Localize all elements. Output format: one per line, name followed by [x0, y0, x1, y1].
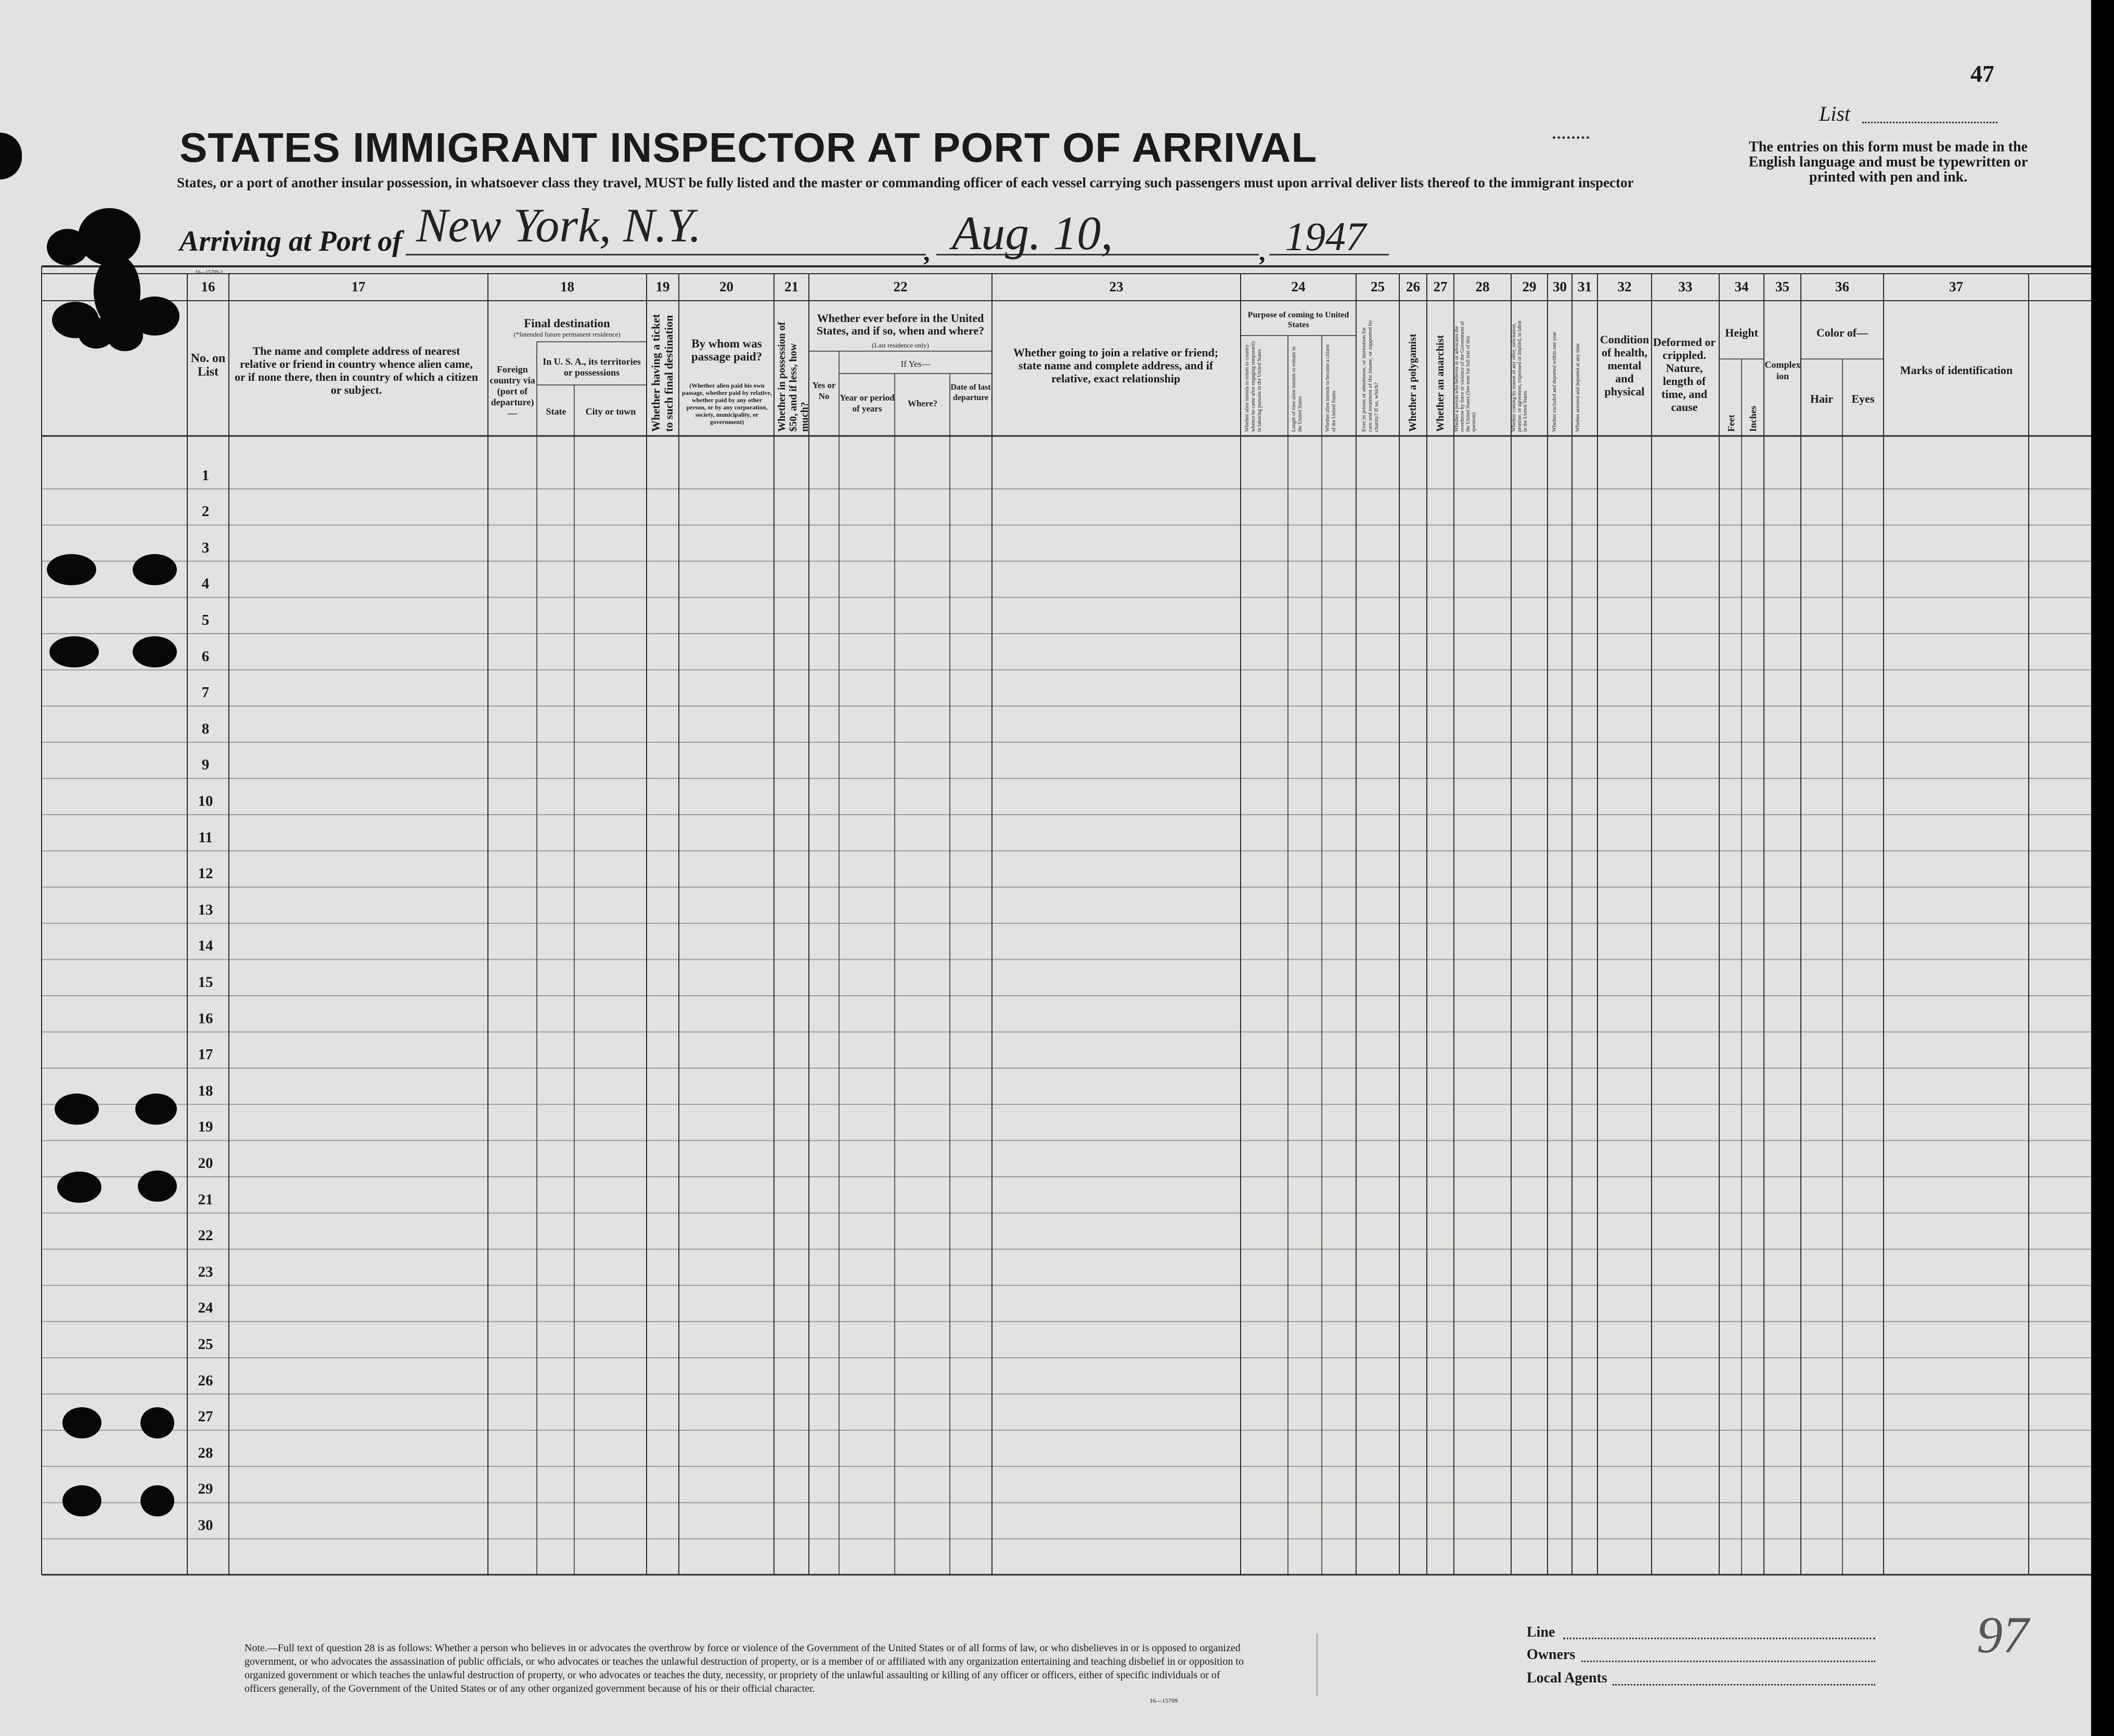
owners-label: Owners: [1527, 1647, 1576, 1663]
agents-field[interactable]: [1613, 1684, 1875, 1686]
col24-b: Length of time alien intends to remain in the United States: [1291, 346, 1303, 432]
arriving-label: Arriving at Port of: [179, 225, 402, 258]
col23-header: Whether going to join a relative or friend; state name and complete address, and if relative, exact relationship: [1013, 346, 1219, 385]
column-number: 17: [351, 279, 366, 294]
row-number: 14: [198, 937, 213, 955]
form-title: STATES IMMIGRANT INSPECTOR AT PORT OF ARRIVAL: [179, 124, 1318, 171]
column-number: 28: [1475, 279, 1490, 294]
col22-ifyes: If Yes—: [900, 359, 931, 369]
col28-header: Whether a person who believes in or advocates the overthrow by force or violence of the Government of the United States (See note for full text of this question): [1454, 321, 1477, 432]
row-number: 21: [198, 1191, 213, 1208]
col22-years: Year or period of years: [840, 393, 895, 414]
date-handwritten: Aug. 10,: [952, 207, 1113, 260]
row-number: 8: [201, 720, 210, 737]
col19-header: Whether having a ticket to such final destination: [649, 314, 675, 432]
col18-foreign: Foreign country via (port of departure)—: [489, 364, 535, 418]
agents-label: Local Agents: [1527, 1670, 1607, 1686]
column-number: 34: [1734, 279, 1749, 294]
col18-note: (*Intended future permanent residence): [513, 330, 621, 338]
form-subtitle: States, or a port of another insular possession, in whatsoever class they travel, MUST be fully listed and the master or commanding officer of each vessel carrying such passengers must upon arrival deliver lists thereof to the immigrant inspector: [177, 175, 1634, 190]
col24-title: Purpose of coming to United States: [1247, 311, 1349, 329]
row-number: 1: [201, 467, 210, 484]
column-number: 29: [1522, 279, 1537, 294]
col20-note: (Whether alien paid his own passage, whether paid by relative, whether paid by any other person, or by any corporation, society, municipality, or government): [682, 382, 772, 426]
row-number: 26: [198, 1372, 213, 1389]
punch-hole: [140, 1485, 174, 1516]
column-number: 23: [1109, 279, 1124, 294]
col34-inches: Inches: [1748, 405, 1758, 432]
row-number: 13: [198, 901, 213, 918]
col34-title: Height: [1725, 326, 1758, 339]
row-number: 28: [198, 1444, 213, 1461]
col22-where: Where?: [907, 398, 938, 408]
year-handwritten: 1947: [1285, 214, 1366, 259]
row-number: 5: [201, 612, 210, 628]
column-number: 24: [1291, 279, 1306, 294]
col22-title: Whether ever before in the United States, and if so, when and where?: [816, 312, 985, 337]
punch-hole: [49, 636, 99, 667]
row-number: 25: [198, 1336, 213, 1353]
row-number: 22: [198, 1227, 213, 1244]
row-number: 24: [198, 1300, 213, 1317]
column-number: 25: [1371, 279, 1385, 294]
comma: ,: [1259, 237, 1266, 266]
column-number: 35: [1775, 279, 1789, 294]
col16-header: No. on List: [190, 352, 226, 379]
list-label: List: [1819, 102, 1851, 125]
col25-header: Ever in prison or almshouse, or institution for care and treatment of the insane, or supported by charity? If so, which?: [1361, 320, 1380, 432]
punch-hole: [62, 1485, 101, 1516]
comma: ,: [923, 237, 930, 266]
col37-header: Marks of identification: [1900, 364, 2013, 377]
row-number: 4: [201, 575, 210, 593]
punch-hole: [135, 1094, 177, 1125]
row-number: 27: [198, 1408, 213, 1425]
row-number: 9: [201, 756, 210, 774]
col22-note: (Last residence only): [872, 341, 929, 349]
row-number: 29: [198, 1481, 213, 1498]
crease-mark: [1316, 1634, 1318, 1696]
column-number: 21: [784, 279, 798, 294]
column-number: 37: [1949, 279, 1963, 294]
punch-hole: [133, 554, 177, 585]
column-number: 36: [1835, 279, 1849, 294]
col21-header: Whether in possession of $50, and if less, how much?: [776, 322, 810, 432]
col29-header: Whether coming by reason of any offer, solicitation, promise, or agreement, expressed or implied, to labor in the United States: [1511, 320, 1528, 432]
col18-title: Final destination: [524, 317, 610, 330]
punch-hole: [57, 1172, 101, 1203]
col36-eyes: Eyes: [1851, 392, 1875, 405]
punch-hole: [133, 636, 177, 667]
page-number: 47: [1970, 60, 1994, 87]
punch-hole: [62, 1407, 101, 1438]
column-number: 27: [1433, 279, 1448, 294]
column-number: 19: [655, 279, 670, 294]
row-number: 3: [201, 539, 210, 556]
col20-title: By whom was passage paid?: [691, 337, 763, 363]
row-number: 2: [201, 503, 210, 520]
punch-hole: [47, 554, 96, 585]
row-number: 18: [198, 1082, 213, 1099]
col35-header: Complexion: [1764, 359, 1801, 381]
column-number: 20: [719, 279, 733, 294]
col31-header: Whether arrested and deported at any time: [1575, 343, 1581, 432]
col32-header: Condition of health, mental and physical: [1600, 333, 1649, 398]
row-number: 30: [198, 1517, 213, 1534]
column-number: 31: [1578, 279, 1592, 294]
col33-header: Deformed or crippled. Nature, length of time, and cause: [1653, 336, 1716, 414]
row-number: 16: [198, 1010, 213, 1027]
col18-city: City or town: [585, 406, 636, 417]
punch-hole: [55, 1094, 99, 1125]
ink-blot: [107, 320, 143, 351]
col17-header: The name and complete address of nearest relative or friend in country whence alien came, or if none there, then in country of which a citizen or subject.: [235, 344, 478, 396]
col18-state: State: [546, 406, 566, 417]
col36-hair: Hair: [1810, 392, 1833, 405]
owners-field[interactable]: [1581, 1661, 1875, 1662]
col24-a: Whether alien intends to return to country whence he came after engaging temporarily in laboring pursuits in the United States: [1244, 340, 1262, 432]
ink-blot: [47, 229, 88, 265]
column-number: 16: [201, 279, 215, 294]
col27-header: Whether an anarchist: [1435, 335, 1446, 432]
punch-hole: [140, 1407, 174, 1438]
handwritten-mark: 97: [1977, 1606, 2029, 1664]
col34-feet: Feet: [1726, 415, 1736, 432]
form-code: 16—15709-2: [195, 269, 223, 275]
row-number: 11: [198, 829, 213, 846]
row-number: 10: [198, 793, 213, 809]
row-number: 6: [201, 648, 210, 665]
form-instructions: The entries on this form must be made in the English language and must be typewritten or printed with pen and ink.: [1748, 139, 2028, 185]
line-label: Line: [1527, 1624, 1555, 1640]
footnote-question-28: Note.—Full text of question 28 is as follows: Whether a person who believes in or advocates the overthrow by force or violence of the Government of the United States or of all forms of law, or who disbelieves in or is opposed to organized government, or who advocates the assassination of public officials, or who advocates or teaches the unlawful destruction of property, or is a member of or affiliated with any organization entertaining and teaching disbelief in or opposition to organized government or which teaches the unlawful destruction of property, or who advocates or teaches the duty, necessity, or propriety of the unlawful assaulting or killing of any officer or officers, either of specific individuals or of officers generally, of the Government of the United States or of any other organized government because of his or their official character.: [244, 1642, 1244, 1694]
column-number: 22: [893, 279, 908, 294]
footer-form-code: 16—15709: [1150, 1697, 1178, 1704]
col26-header: Whether a polygamist: [1407, 333, 1419, 432]
row-number: 19: [198, 1118, 213, 1136]
column-number: 32: [1617, 279, 1632, 294]
column-number: 33: [1678, 279, 1693, 294]
punch-hole: [138, 1171, 177, 1202]
col24-c: Whether alien intends to become a citizen of the United States: [1325, 344, 1337, 432]
col30-header: Whether excluded and deported within one year: [1552, 331, 1557, 432]
port-handwritten: New York, N.Y.: [416, 199, 702, 252]
col22-yesno: Yes or No: [812, 380, 836, 401]
row-number: 23: [198, 1263, 213, 1280]
col18-usa: In U. S. A., its territories or possessions: [543, 356, 641, 378]
column-number: 30: [1553, 279, 1567, 294]
col22-date: Date of last departure: [950, 383, 991, 402]
row-number: 17: [198, 1046, 213, 1063]
column-number: 26: [1406, 279, 1420, 294]
line-field[interactable]: [1563, 1638, 1875, 1639]
row-number: 12: [198, 865, 213, 882]
column-number: 18: [560, 279, 574, 294]
col36-title: Color of—: [1816, 326, 1868, 339]
row-number: 15: [198, 974, 213, 991]
row-number: 7: [201, 684, 210, 701]
row-number: 20: [198, 1155, 213, 1172]
